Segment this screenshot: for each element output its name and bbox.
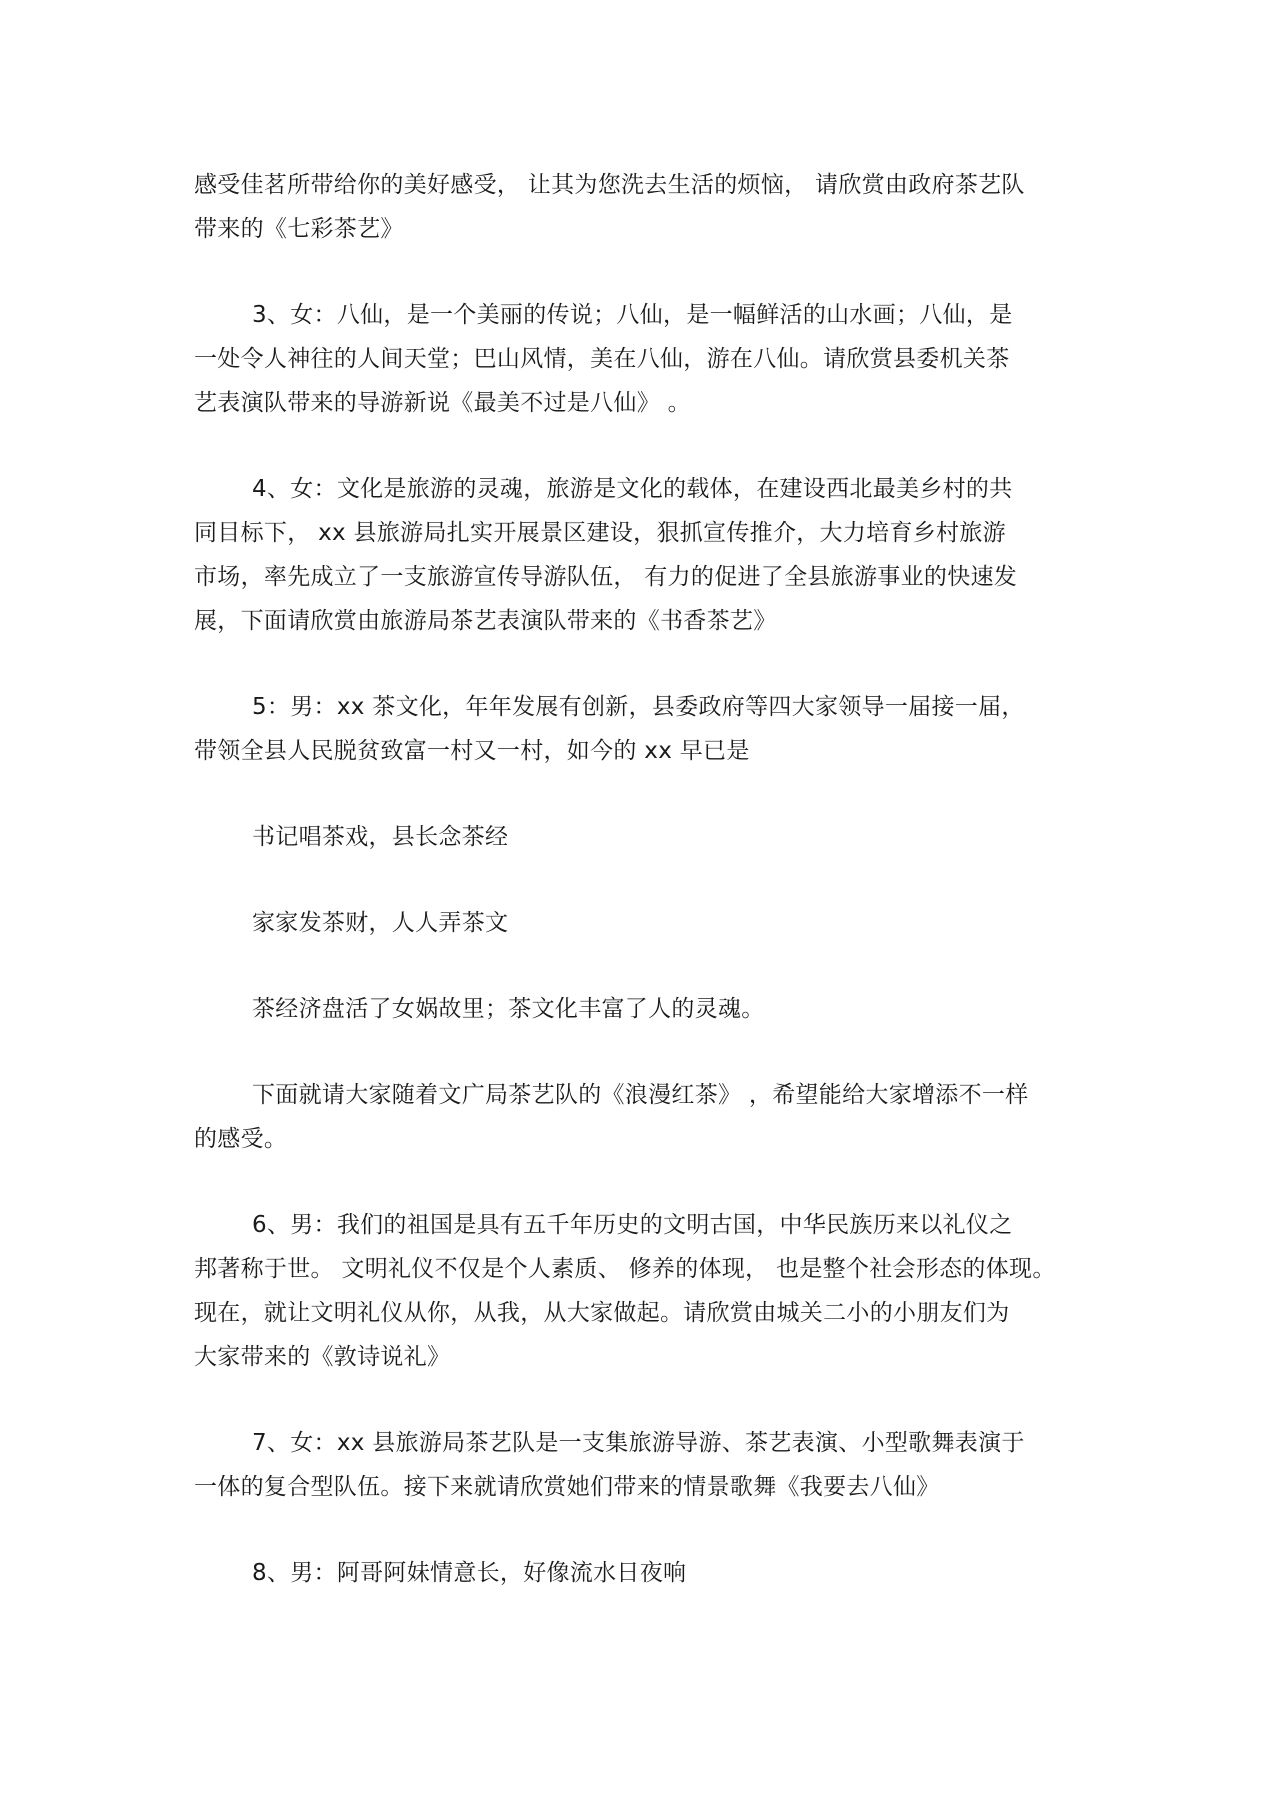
text-line: 3、女：八仙，是一个美丽的传说；八仙，是一幅鲜活的山水画；八仙，是: [252, 302, 1013, 328]
text-line: 书记唱茶戏，县长念茶经: [252, 824, 509, 850]
text-line: 8、男：阿哥阿妹情意长，好像流水日夜响: [252, 1560, 687, 1586]
text-line: 茶经济盘活了女娲故里；茶文化丰富了人的灵魂。: [252, 996, 765, 1022]
text-line: 带领全县人民脱贫致富一村又一村，如今的 xx 早已是: [194, 738, 750, 764]
text-line: 家家发茶财，人人弄茶文: [252, 910, 509, 936]
text-line: 展，下面请欣赏由旅游局茶艺表演队带来的《书香茶艺》: [194, 608, 777, 634]
text-line: 感受佳茗所带给你的美好感受， 让其为您洗去生活的烦恼， 请欣赏由政府茶艺队: [194, 172, 1025, 198]
text-line: 一体的复合型队伍。接下来就请欣赏她们带来的情景歌舞《我要去八仙》: [194, 1474, 940, 1500]
text-line: 4、女：文化是旅游的灵魂，旅游是文化的载体，在建设西北最美乡村的共: [252, 476, 1013, 502]
text-line: 一处令人神往的人间天堂；巴山风情，美在八仙，游在八仙。请欣赏县委机关茶: [194, 346, 1010, 372]
text-line: 市场，率先成立了一支旅游宣传导游队伍， 有力的促进了全县旅游事业的快速发: [194, 564, 1018, 590]
text-line: 7、女：xx 县旅游局茶艺队是一支集旅游导游、茶艺表演、小型歌舞表演于: [252, 1430, 1025, 1456]
text-line: 的感受。: [194, 1126, 288, 1152]
text-line: 现在，就让文明礼仪从你，从我，从大家做起。请欣赏由城关二小的小朋友们为: [194, 1300, 1010, 1326]
text-line: 邦著称于世。 文明礼仪不仅是个人素质、 修养的体现， 也是整个社会形态的体现。: [194, 1256, 1056, 1282]
text-line: 大家带来的《敦诗说礼》: [194, 1344, 451, 1370]
text-line: 同目标下， xx 县旅游局扎实开展景区建设，狠抓宣传推介，大力培育乡村旅游: [194, 520, 1006, 546]
text-line: 带来的《七彩茶艺》: [194, 216, 404, 242]
text-line: 艺表演队带来的导游新说《最美不过是八仙》 。: [194, 390, 691, 416]
text-line: 6、男：我们的祖国是具有五千年历史的文明古国，中华民族历来以礼仪之: [252, 1212, 1013, 1238]
text-line: 下面就请大家随着文广局茶艺队的《浪漫红茶》 ，希望能给大家增添不一样: [252, 1082, 1029, 1108]
text-line: 5：男：xx 茶文化，年年发展有创新，县委政府等四大家领导一届接一届，: [252, 694, 1025, 720]
